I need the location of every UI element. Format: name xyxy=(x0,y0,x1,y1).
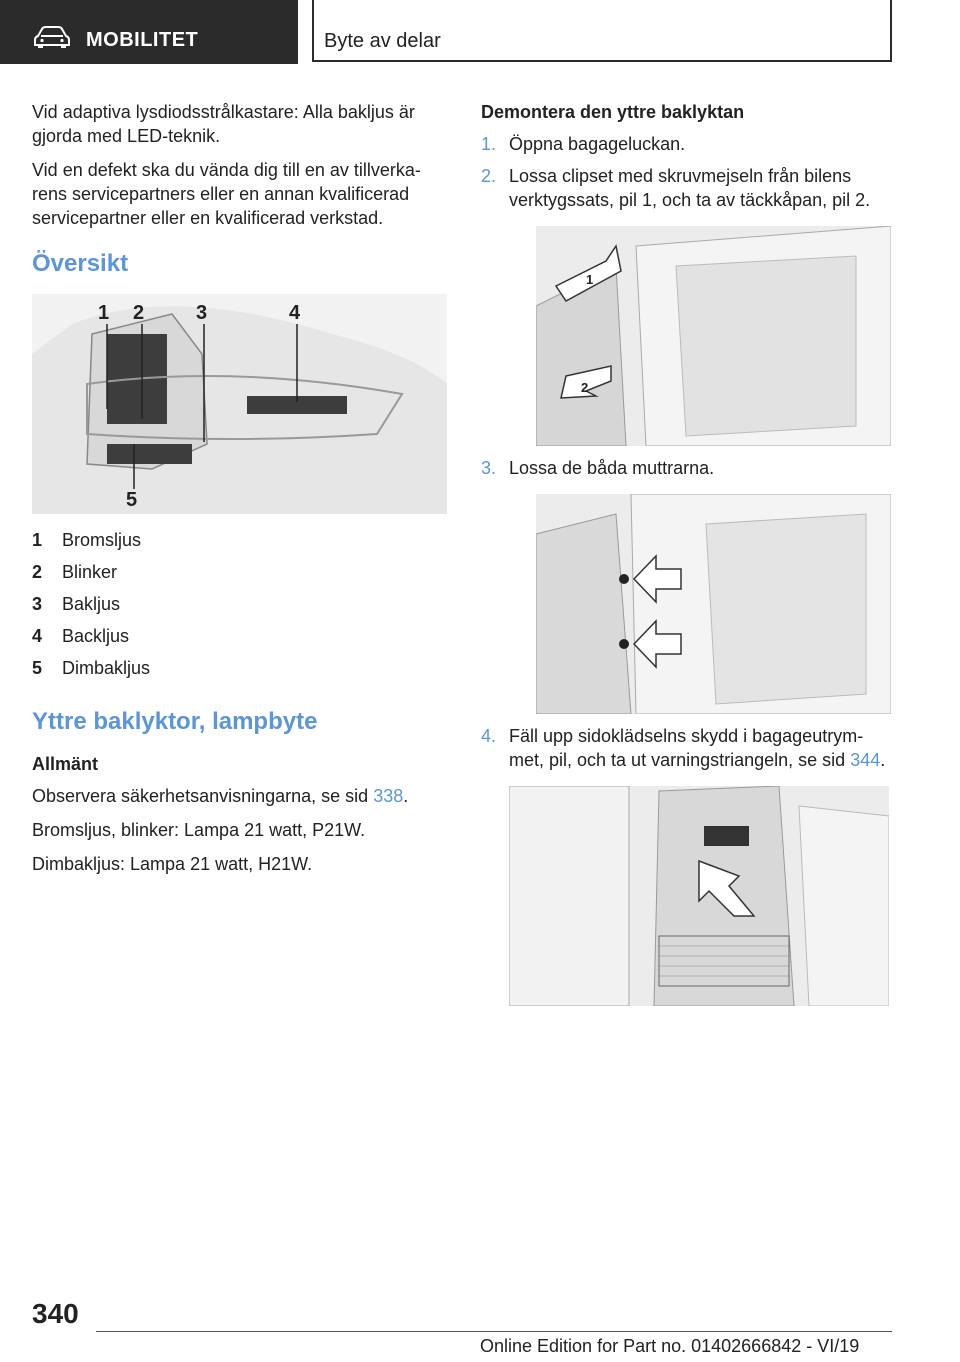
heading-overview: Översikt xyxy=(32,250,129,277)
legend-item xyxy=(32,624,452,656)
legend-label: Backljus xyxy=(62,626,130,646)
step-number: 1. xyxy=(481,134,497,154)
cover-removal-figure xyxy=(536,226,891,446)
callout-3: 3 xyxy=(196,302,208,324)
legend-label: Bakljus xyxy=(62,594,121,614)
step-item xyxy=(481,132,893,156)
legend-label: Dimbakljus xyxy=(62,658,151,678)
page-title: Byte av delar xyxy=(324,30,441,52)
legend-number: 4 xyxy=(32,626,43,646)
legend-number: 5 xyxy=(32,658,43,678)
right-column xyxy=(481,100,893,1006)
intro-paragraph: Vid adaptiva lysdiodsstrålkastare: Alla bakljus är gjorda med LED-teknik. xyxy=(32,102,415,146)
callout-1: 1 xyxy=(98,302,110,324)
header-section-tab xyxy=(0,0,298,64)
step-text xyxy=(509,724,893,772)
callout-4: 4 xyxy=(289,302,301,324)
safety-text: Observera säkerhetsanvisningarna, se sid xyxy=(32,786,374,806)
warning-triangle-figure xyxy=(509,786,889,1006)
step-4-text: Fäll upp sidoklädselns skydd i bagageutrym-met, pil, och ta ut varningstriangeln, se sid xyxy=(509,726,864,770)
heading-remove: Demontera den yttre baklyktan xyxy=(481,102,745,122)
step-item xyxy=(481,456,893,480)
safety-paragraph xyxy=(32,784,452,808)
bulb-spec-2: Dimbakljus: Lampa 21 watt, H21W. xyxy=(32,854,313,874)
legend-item xyxy=(32,656,452,688)
step-text: Lossa clipset med skruvmejseln från bilens verktygssats, pil 1, och ta av täckkåpan, pil 2. xyxy=(509,166,871,210)
step-item xyxy=(481,724,893,772)
step-number: 3. xyxy=(481,458,497,478)
nuts-figure xyxy=(536,494,891,714)
legend-label: Blinker xyxy=(62,562,118,582)
step-4-text-end: . xyxy=(880,750,886,770)
legend-number: 3 xyxy=(32,594,43,614)
step-text: Öppna bagageluckan. xyxy=(509,134,686,154)
page-link-344[interactable]: 344 xyxy=(850,750,881,770)
footer-edition: Online Edition for Part no. 01402666842 - VI/19 xyxy=(480,1336,860,1356)
taillight-overview-figure xyxy=(32,294,447,514)
page-number: 340 xyxy=(32,1298,79,1329)
bulb-spec-1: Bromsljus, blinker: Lampa 21 watt, P21W. xyxy=(32,820,366,840)
legend-item xyxy=(32,592,452,624)
legend-label: Bromsljus xyxy=(62,530,142,550)
safety-text-end: . xyxy=(403,786,409,806)
legend-item xyxy=(32,528,452,560)
legend-number: 1 xyxy=(32,530,43,550)
arrow-label-1: 1 xyxy=(586,272,594,287)
section-label: MOBILITET xyxy=(86,29,199,51)
service-paragraph: Vid en defekt ska du vända dig till en av tillverka-rens servicepartners eller en annan kvalificerad servicepartner eller en kvalificerad verkstad. xyxy=(32,160,421,228)
page-link-338[interactable]: 338 xyxy=(373,786,404,806)
callout-2: 2 xyxy=(133,302,145,324)
legend-item xyxy=(32,560,452,592)
subheading-general: Allmänt xyxy=(32,754,99,774)
left-column xyxy=(32,100,452,886)
step-number: 4. xyxy=(481,726,497,746)
step-text: Lossa de båda muttrarna. xyxy=(509,458,715,478)
footer-divider xyxy=(96,1331,892,1332)
heading-replace: Yttre baklyktor, lampbyte xyxy=(32,708,318,735)
legend-list xyxy=(32,528,452,688)
arrow-label-2: 2 xyxy=(581,380,589,395)
legend-number: 2 xyxy=(32,562,43,582)
callout-5: 5 xyxy=(126,489,138,511)
car-icon xyxy=(34,26,70,48)
step-item xyxy=(481,164,893,212)
step-number: 2. xyxy=(481,166,497,186)
